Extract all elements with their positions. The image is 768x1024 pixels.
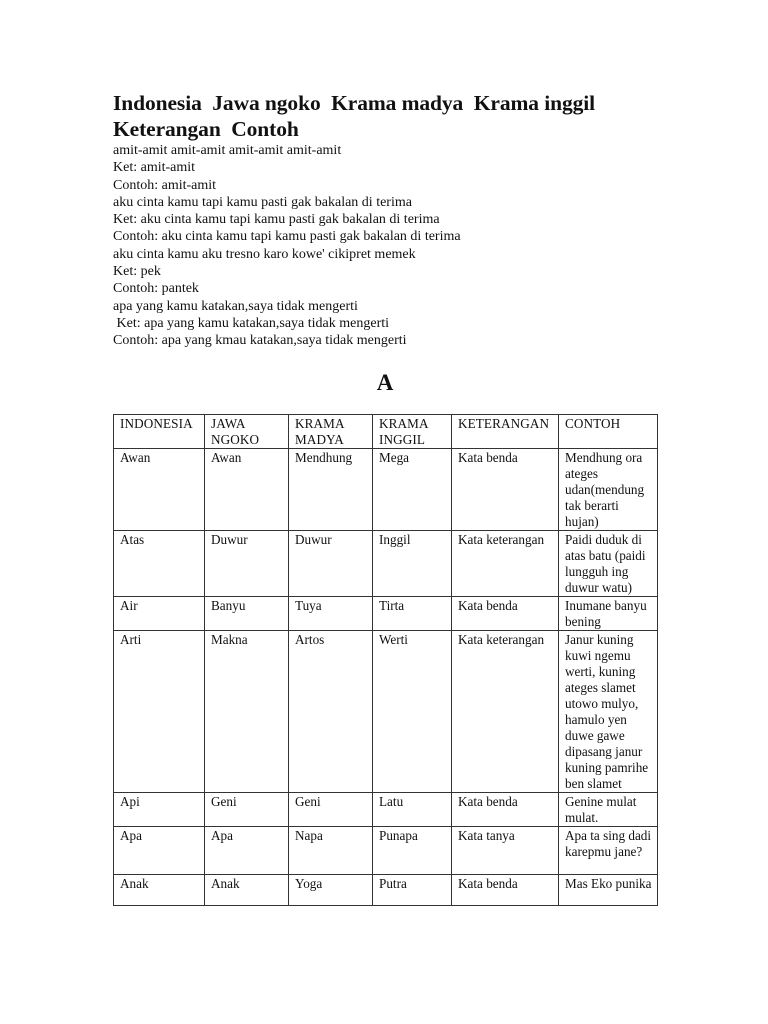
- cell-keterangan: Kata benda: [452, 875, 559, 906]
- intro-line: Ket: pek: [113, 264, 161, 280]
- cell-krama-madya: Tuya: [289, 597, 373, 631]
- cell-krama-inggil: Punapa: [373, 827, 452, 875]
- intro-line: Contoh: pantek: [113, 281, 199, 297]
- table-row: [114, 827, 658, 875]
- intro-line: aku cinta kamu aku tresno karo kowe' cikipret memek: [113, 246, 416, 262]
- intro-line: apa yang kamu katakan,saya tidak mengerti: [113, 298, 358, 314]
- cell-keterangan: Kata keterangan: [452, 631, 559, 793]
- cell-krama-madya: Yoga: [289, 875, 373, 906]
- intro-line: Ket: aku cinta kamu tapi kamu pasti gak bakalan di terima: [113, 212, 440, 228]
- table-header-row: [114, 415, 658, 449]
- cell-indonesia: Arti: [114, 631, 205, 793]
- cell-krama-inggil: Putra: [373, 875, 452, 906]
- table-row: [114, 449, 658, 531]
- document-heading: [113, 90, 673, 142]
- cell-keterangan: Kata keterangan: [452, 531, 559, 597]
- intro-text: [113, 142, 673, 350]
- intro-line: aku cinta kamu tapi kamu pasti gak bakalan di terima: [113, 194, 412, 210]
- header-contoh: CONTOH: [559, 415, 658, 449]
- cell-keterangan: Kata benda: [452, 793, 559, 827]
- heading-line-1: Indonesia Jawa ngoko Krama madya Krama inggil: [113, 91, 595, 115]
- header-keterangan: KETERANGAN: [452, 415, 559, 449]
- cell-krama-inggil: Inggil: [373, 531, 452, 597]
- intro-line: amit-amit amit-amit amit-amit amit-amit: [113, 143, 342, 158]
- cell-jawa-ngoko: Apa: [205, 827, 289, 875]
- cell-indonesia: Apa: [114, 827, 205, 875]
- header-indonesia: INDONESIA: [114, 415, 205, 449]
- cell-keterangan: Kata benda: [452, 449, 559, 531]
- cell-contoh: Paidi duduk di atas batu (paidi lungguh ing duwur watu): [559, 531, 658, 597]
- cell-jawa-ngoko: Awan: [205, 449, 289, 531]
- vocabulary-table: [113, 414, 658, 906]
- table-row: [114, 793, 658, 827]
- cell-contoh: Apa ta sing dadi karepmu jane?: [559, 827, 658, 875]
- cell-contoh: Janur kuning kuwi ngemu werti, kuning ateges slamet utowo mulyo, hamulo yen duwe gawe dipasang janur kuning pamrihe ben slamet: [559, 631, 658, 793]
- cell-krama-inggil: Tirta: [373, 597, 452, 631]
- cell-jawa-ngoko: Anak: [205, 875, 289, 906]
- table-row: [114, 875, 658, 906]
- header-krama-madya: KRAMA MADYA: [289, 415, 373, 449]
- cell-krama-inggil: Werti: [373, 631, 452, 793]
- cell-krama-madya: Napa: [289, 827, 373, 875]
- cell-jawa-ngoko: Makna: [205, 631, 289, 793]
- cell-contoh: Inumane banyu bening: [559, 597, 658, 631]
- cell-contoh: Mendhung ora ateges udan(mendung tak berarti hujan): [559, 449, 658, 531]
- cell-krama-inggil: Latu: [373, 793, 452, 827]
- cell-jawa-ngoko: Geni: [205, 793, 289, 827]
- cell-keterangan: Kata tanya: [452, 827, 559, 875]
- cell-indonesia: Api: [114, 793, 205, 827]
- cell-jawa-ngoko: Duwur: [205, 531, 289, 597]
- cell-indonesia: Atas: [114, 531, 205, 597]
- cell-indonesia: Air: [114, 597, 205, 631]
- table-row: [114, 631, 658, 793]
- cell-krama-inggil: Mega: [373, 449, 452, 531]
- intro-line: Ket: apa yang kamu katakan,saya tidak mengerti: [113, 315, 390, 331]
- intro-line: Contoh: aku cinta kamu tapi kamu pasti gak bakalan di terima: [113, 229, 461, 245]
- header-jawa-ngoko: JAWA NGOKO: [205, 415, 289, 449]
- section-letter: A: [376, 370, 394, 395]
- intro-line: Ket: amit-amit: [113, 160, 196, 176]
- heading-line-2: Keterangan Contoh: [113, 117, 299, 141]
- table-row: [114, 531, 658, 597]
- cell-keterangan: Kata benda: [452, 597, 559, 631]
- cell-indonesia: Anak: [114, 875, 205, 906]
- cell-jawa-ngoko: Banyu: [205, 597, 289, 631]
- cell-krama-madya: Duwur: [289, 531, 373, 597]
- cell-krama-madya: Mendhung: [289, 449, 373, 531]
- table-row: [114, 597, 658, 631]
- intro-line: Contoh: amit-amit: [113, 177, 217, 193]
- cell-krama-madya: Geni: [289, 793, 373, 827]
- cell-krama-madya: Artos: [289, 631, 373, 793]
- cell-indonesia: Awan: [114, 449, 205, 531]
- intro-line: Contoh: apa yang kmau katakan,saya tidak mengerti: [113, 333, 407, 349]
- header-krama-inggil: KRAMA INGGIL: [373, 415, 452, 449]
- cell-contoh: Mas Eko punika: [559, 875, 658, 906]
- cell-contoh: Genine mulat mulat.: [559, 793, 658, 827]
